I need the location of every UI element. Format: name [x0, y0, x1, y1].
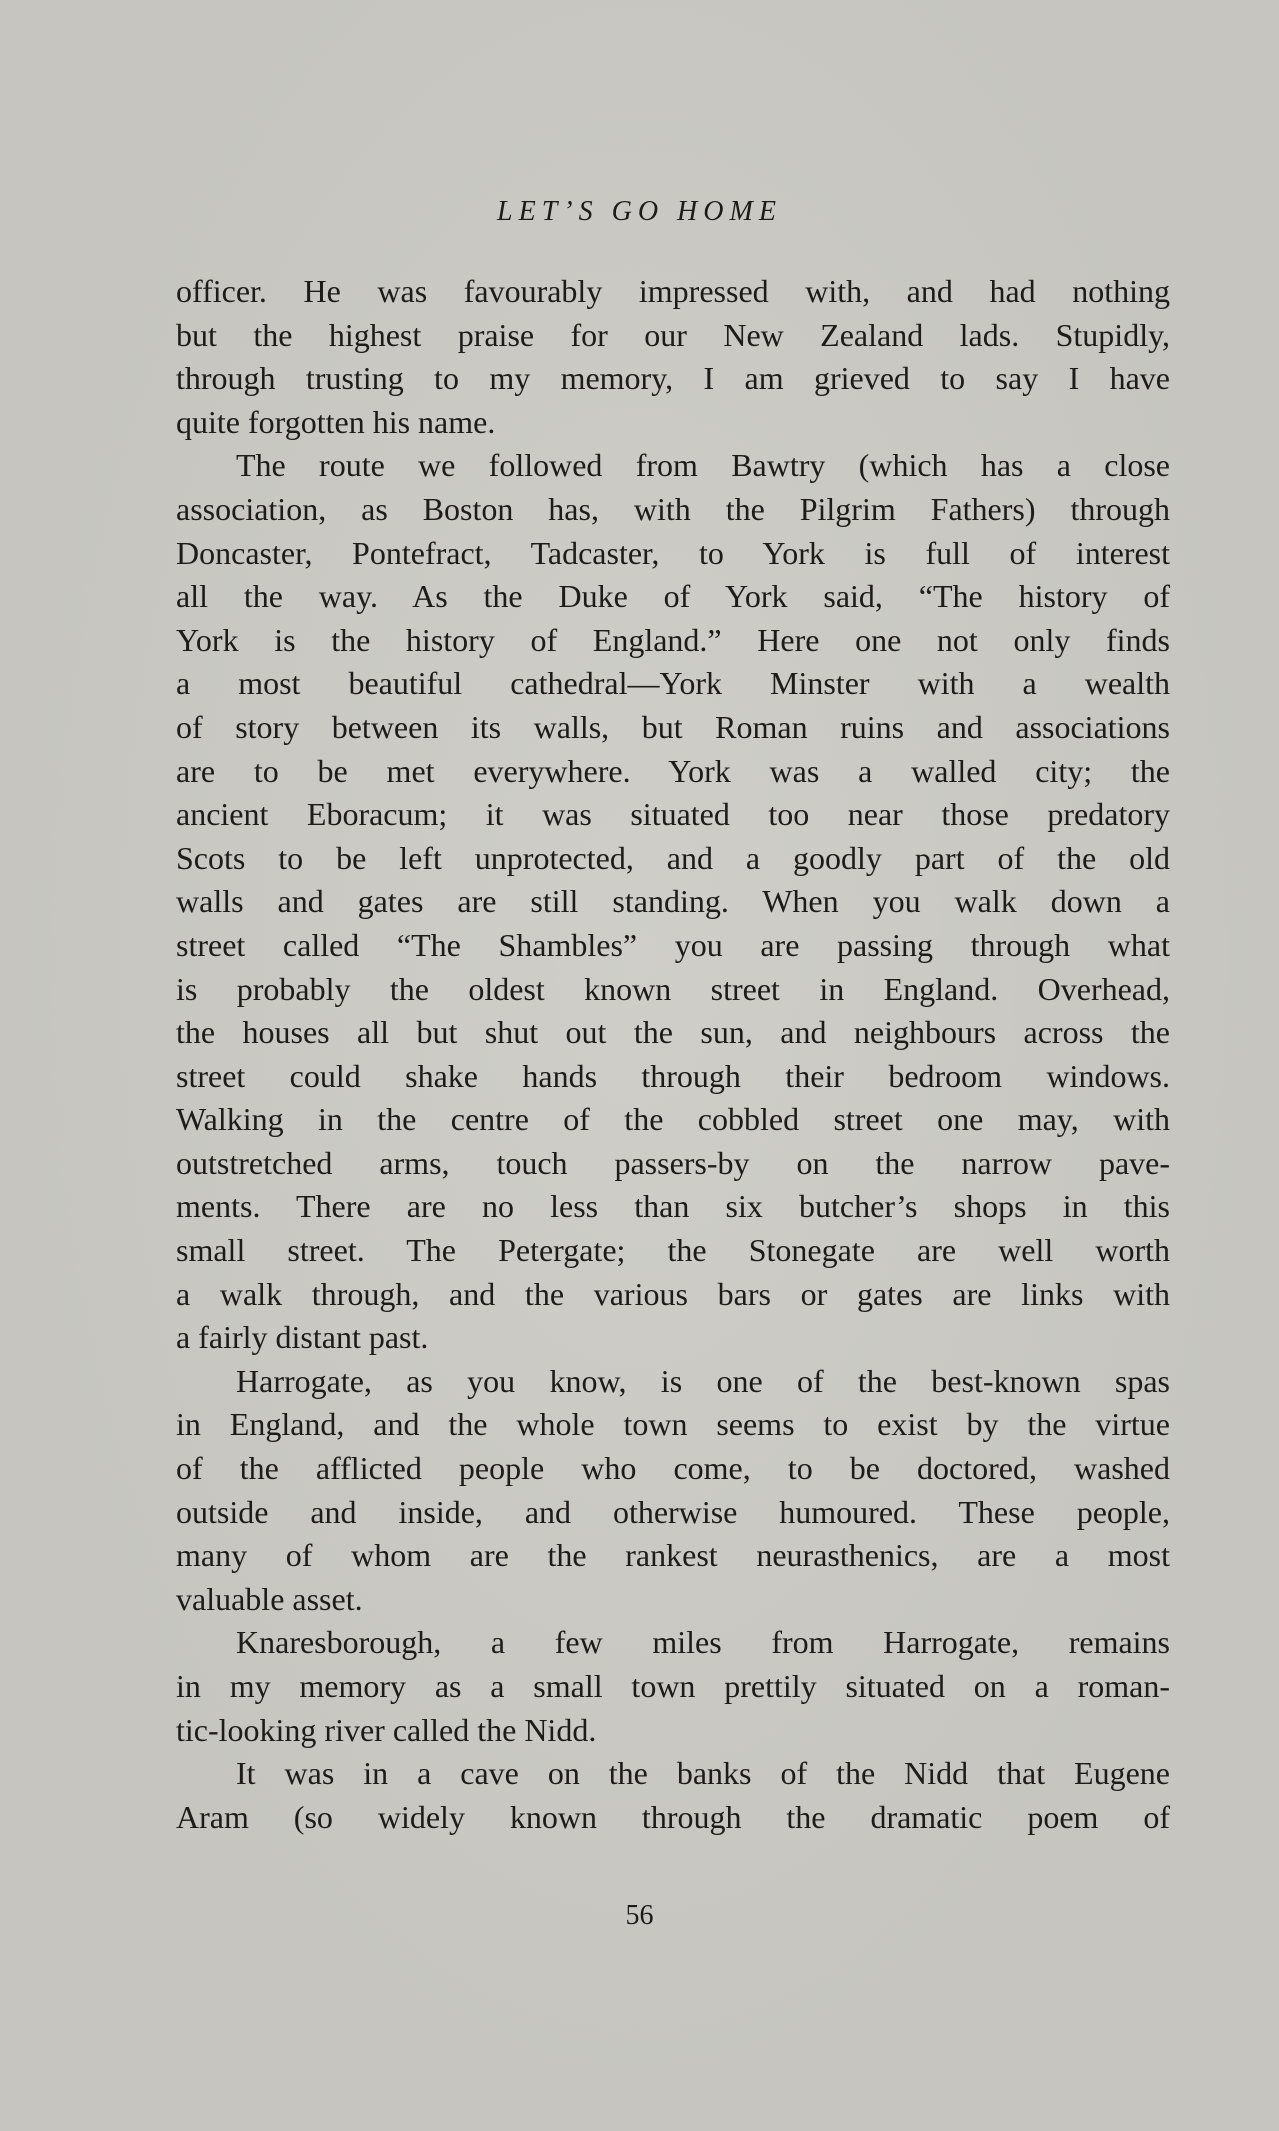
- text-line: all the way. As the Duke of York said, “The history of: [176, 578, 1170, 615]
- running-title: LET’S GO HOME: [497, 196, 782, 227]
- text-line: Aram (so widely known through the dramatic poem of: [176, 1798, 1170, 1835]
- text-line: of story between its walls, but Roman ruins and associations: [176, 708, 1170, 745]
- text-line: Scots to be left unprotected, and a goodly part of the old: [176, 839, 1170, 876]
- text-line: outstretched arms, touch passers-by on the narrow pave-: [176, 1144, 1170, 1181]
- text-line: street could shake hands through their bedroom windows.: [176, 1057, 1170, 1094]
- text-line: ments. There are no less than six butcher’s shops in this: [176, 1188, 1170, 1225]
- text-line: a walk through, and the various bars or gates are links with: [176, 1275, 1170, 1312]
- text-line: is probably the oldest known street in England. Overhead,: [176, 970, 1170, 1007]
- text-line: in my memory as a small town prettily situated on a roman-: [176, 1668, 1170, 1704]
- text-line: Knaresborough, a few miles from Harrogate, remains: [236, 1624, 1170, 1661]
- page-number: 56: [625, 1900, 654, 1931]
- text-line: outside and inside, and otherwise humoured. These people,: [176, 1493, 1170, 1530]
- text-line: quite forgotten his name.: [176, 403, 496, 440]
- text-line: York is the history of England.” Here one not only finds: [176, 621, 1170, 658]
- text-line: It was in a cave on the banks of the Nidd that Eugene: [236, 1755, 1170, 1792]
- text-line: are to be met everywhere. York was a walled city; the: [176, 752, 1170, 789]
- text-line: of the afflicted people who come, to be doctored, washed: [176, 1450, 1170, 1487]
- text-line: a most beautiful cathedral—York Minster with a wealth: [176, 665, 1170, 702]
- text-line: in England, and the whole town seems to exist by the virtue: [176, 1406, 1170, 1443]
- text-line: street called “The Shambles” you are passing through what: [176, 926, 1170, 963]
- body-text: [176, 270, 1170, 1839]
- text-line: Walking in the centre of the cobbled street one may, with: [176, 1101, 1170, 1138]
- text-line: tic-looking river called the Nidd.: [176, 1711, 597, 1748]
- text-line: a fairly distant past.: [176, 1319, 429, 1356]
- text-line: valuable asset.: [176, 1580, 363, 1617]
- text-line: walls and gates are still standing. When you walk down a: [176, 883, 1170, 920]
- text-line: many of whom are the rankest neurasthenics, are a most: [176, 1537, 1170, 1574]
- text-line: small street. The Petergate; the Stonegate are well worth: [176, 1232, 1170, 1269]
- text-line: but the highest praise for our New Zealand lads. Stupidly,: [176, 316, 1170, 353]
- text-line: officer. He was favourably impressed with, and had nothing: [176, 273, 1170, 309]
- text-line: the houses all but shut out the sun, and neighbours across the: [176, 1014, 1170, 1051]
- text-line: through trusting to my memory, I am grieved to say I have: [176, 360, 1170, 397]
- text-line: association, as Boston has, with the Pilgrim Fathers) through: [176, 490, 1170, 527]
- text-line: Doncaster, Pontefract, Tadcaster, to York is full of interest: [176, 534, 1170, 571]
- text-line: ancient Eboracum; it was situated too near those predatory: [176, 796, 1170, 833]
- text-line: Harrogate, as you know, is one of the best-known spas: [236, 1362, 1170, 1399]
- text-line: The route we followed from Bawtry (which has a close: [236, 447, 1170, 484]
